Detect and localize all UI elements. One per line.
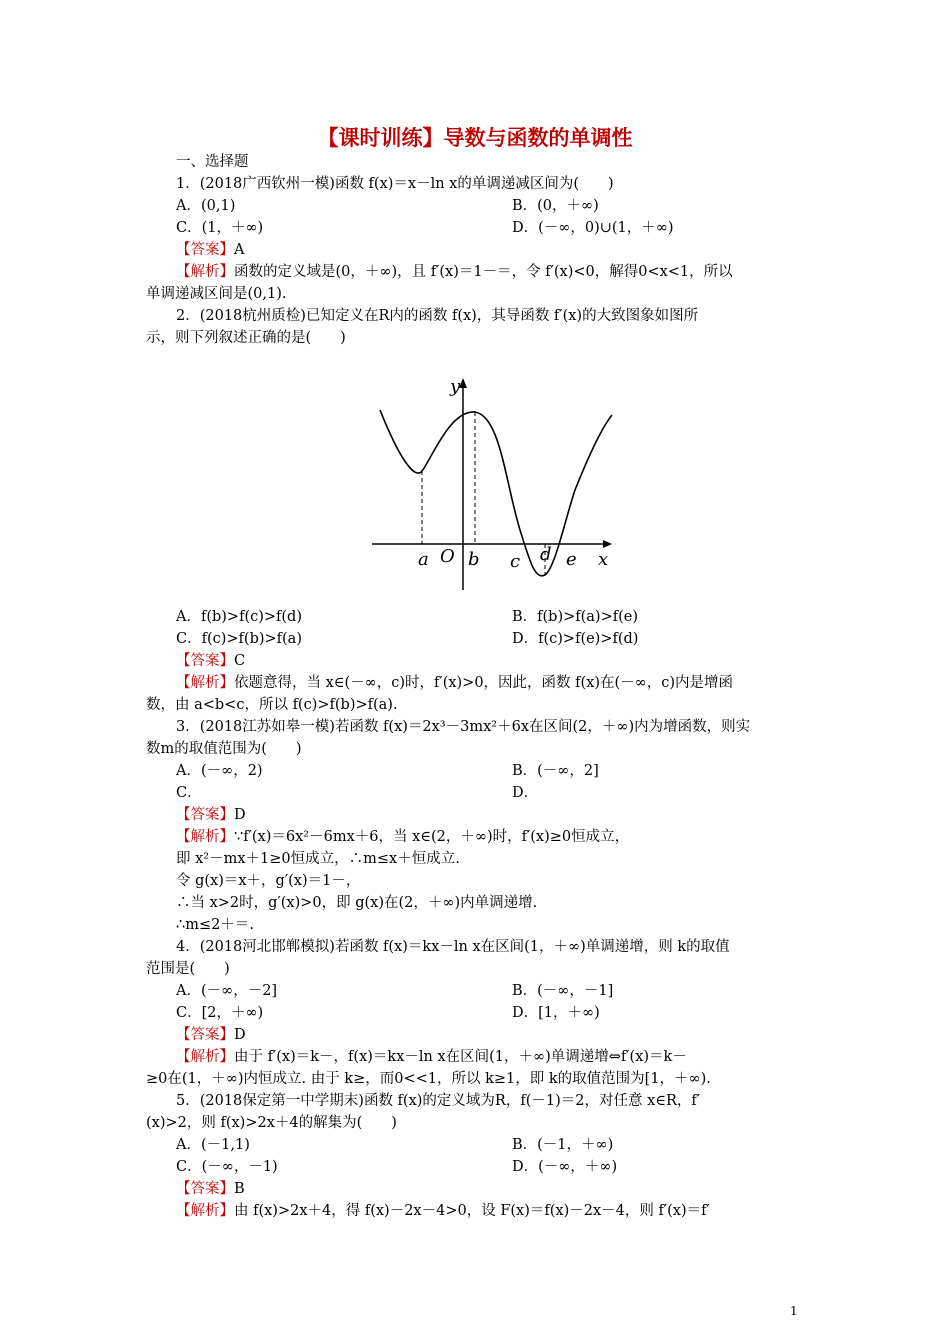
q3-analysis-line-5: ∴m≤2＋＝. (176, 917, 254, 933)
q3-option-c: C． (176, 785, 202, 801)
q4-option-b: B．(－∞，－1] (512, 983, 614, 999)
q3-analysis-line-3: 令 g(x)＝x＋，g′(x)＝1－， (176, 873, 361, 889)
q5-option-d: D．(－∞，＋∞) (512, 1159, 618, 1175)
analysis-tag: 【解析】 (176, 1049, 234, 1065)
answer-value: B (234, 1181, 245, 1197)
q3-option-d: D． (512, 785, 539, 801)
analysis-tag: 【解析】 (176, 1203, 234, 1219)
answer-tag: 【答案】 (176, 1027, 234, 1043)
page-title: 【课时训练】导数与函数的单调性 (317, 126, 633, 150)
q2-stem-line-1: 2．(2018杭州质检)已知定义在R内的函数 f(x)，其导函数 f′(x)的大致图象如图所 (176, 308, 699, 324)
q1-option-c: C．(1，＋∞) (176, 220, 264, 236)
answer-value: A (234, 242, 245, 258)
label-x: x (598, 549, 609, 570)
analysis-tag: 【解析】 (176, 675, 234, 691)
q2-option-c: C．f(c)>f(b)>f(a) (176, 631, 302, 647)
q4-analysis-line-2: ≥0在(1，＋∞)内恒成立. 由于 k≥，而0<<1，所以 k≥1，即 k的取值范围为[1，＋∞). (146, 1071, 711, 1087)
label-d: d (540, 544, 552, 565)
q3-answer (176, 804, 840, 826)
q1-analysis-line-2: 单调递减区间是(0,1). (146, 286, 287, 302)
q1-option-d: D．(－∞，0)∪(1，＋∞) (512, 220, 674, 236)
q1-option-b: B．(0，＋∞) (512, 198, 599, 214)
answer-tag: 【答案】 (176, 653, 234, 669)
label-c: c (510, 551, 521, 572)
answer-tag: 【答案】 (176, 1181, 234, 1197)
q4-option-d: D．[1，＋∞) (512, 1005, 600, 1021)
answer-value: C (234, 653, 246, 669)
q3-analysis-line-4: ∴当 x>2时，g′(x)>0，即 g(x)在(2，＋∞)内单调递增. (176, 895, 538, 911)
label-b: b (468, 549, 480, 570)
answer-tag: 【答案】 (176, 242, 234, 258)
q3-option-b: B．(－∞，2] (512, 763, 599, 779)
page-number: 1 (790, 1304, 798, 1318)
q5-analysis-line-1 (176, 1200, 840, 1222)
x-axis-arrow (603, 540, 612, 548)
q4-stem-line-2: 范围是( ) (146, 961, 230, 977)
derivative-graph (360, 370, 620, 595)
label-a: a (418, 549, 429, 570)
analysis-text: 由 f(x)>2x＋4，得 f(x)－2x－4>0，设 F(x)＝f(x)－2x－4，则 f′(x)＝f′ (234, 1203, 710, 1219)
q1-option-a: A．(0,1) (176, 198, 236, 214)
analysis-tag: 【解析】 (176, 264, 234, 280)
derivative-curve (380, 410, 612, 576)
analysis-text: 依题意得，当 x∈(－∞，c)时，f′(x)>0，因此，函数 f(x)在(－∞，c)内是增函 (234, 675, 734, 691)
q3-analysis-line-1 (176, 826, 840, 848)
q3-analysis-line-2: 即 x²－mx＋1≥0恒成立，∴m≤x＋恒成立. (176, 851, 460, 867)
analysis-tag: 【解析】 (176, 829, 234, 845)
section-heading: 一、选择题 (176, 154, 249, 170)
q5-stem-line-1: 5．(2018保定第一中学期末)函数 f(x)的定义域为R，f(－1)＝2，对任意 x∈R，f′ (176, 1093, 701, 1109)
q5-option-a: A．(－1,1) (176, 1137, 250, 1153)
answer-value: D (234, 807, 246, 823)
q2-option-b: B．f(b)>f(a)>f(e) (512, 609, 639, 625)
label-e: e (566, 549, 577, 570)
q3-stem-line-1: 3．(2018江苏如皋一模)若函数 f(x)＝2x³－3mx²＋6x在区间(2，＋∞)内为增函数，则实 (176, 719, 751, 735)
q1-analysis-line-1 (176, 261, 840, 283)
q2-stem-line-2: 示，则下列叙述正确的是( ) (146, 330, 346, 346)
label-o: O (440, 546, 455, 567)
answer-tag: 【答案】 (176, 807, 234, 823)
q1-stem: 1．(2018广西钦州一模)函数 f(x)＝x－ln x的单调递减区间为( ) (176, 176, 614, 192)
analysis-text: 由于 f′(x)＝k－，f(x)＝kx－ln x在区间(1，＋∞)单调递增⇔f′(x)＝k－ (234, 1049, 687, 1065)
q5-option-c: C．(－∞，－1) (176, 1159, 278, 1175)
q4-analysis-line-1 (176, 1046, 840, 1068)
q2-analysis-line-1 (176, 672, 840, 694)
label-y: y (450, 376, 461, 397)
y-axis-arrow (459, 378, 467, 388)
q5-answer (176, 1178, 840, 1200)
q5-stem-line-2: (x)>2，则 f(x)>2x＋4的解集为( ) (146, 1115, 397, 1131)
analysis-text: 函数的定义域是(0，＋∞)，且 f′(x)＝1－＝，令 f′(x)<0，解得0<x<1，所以 (234, 264, 733, 280)
q4-answer (176, 1024, 840, 1046)
analysis-text: ∵f′(x)＝6x²－6mx＋6，当 x∈(2，＋∞)时，f′(x)≥0恒成立， (234, 829, 630, 845)
q1-answer (176, 239, 840, 261)
q4-option-c: C．[2，＋∞) (176, 1005, 264, 1021)
q2-option-a: A．f(b)>f(c)>f(d) (176, 609, 302, 625)
q4-option-a: A．(－∞，－2] (176, 983, 278, 999)
q3-stem-line-2: 数m的取值范围为( ) (146, 741, 302, 757)
q5-option-b: B．(－1，＋∞) (512, 1137, 614, 1153)
q2-answer (176, 650, 840, 672)
q2-option-d: D．f(c)>f(e)>f(d) (512, 631, 639, 647)
q4-stem-line-1: 4．(2018河北邯郸模拟)若函数 f(x)＝kx－ln x在区间(1，＋∞)单调递增，则 k的取值 (176, 939, 730, 955)
answer-value: D (234, 1027, 246, 1043)
q2-analysis-line-2: 数，由 a<b<c，所以 f(c)>f(b)>f(a). (146, 697, 398, 713)
q3-option-a: A．(－∞，2) (176, 763, 263, 779)
